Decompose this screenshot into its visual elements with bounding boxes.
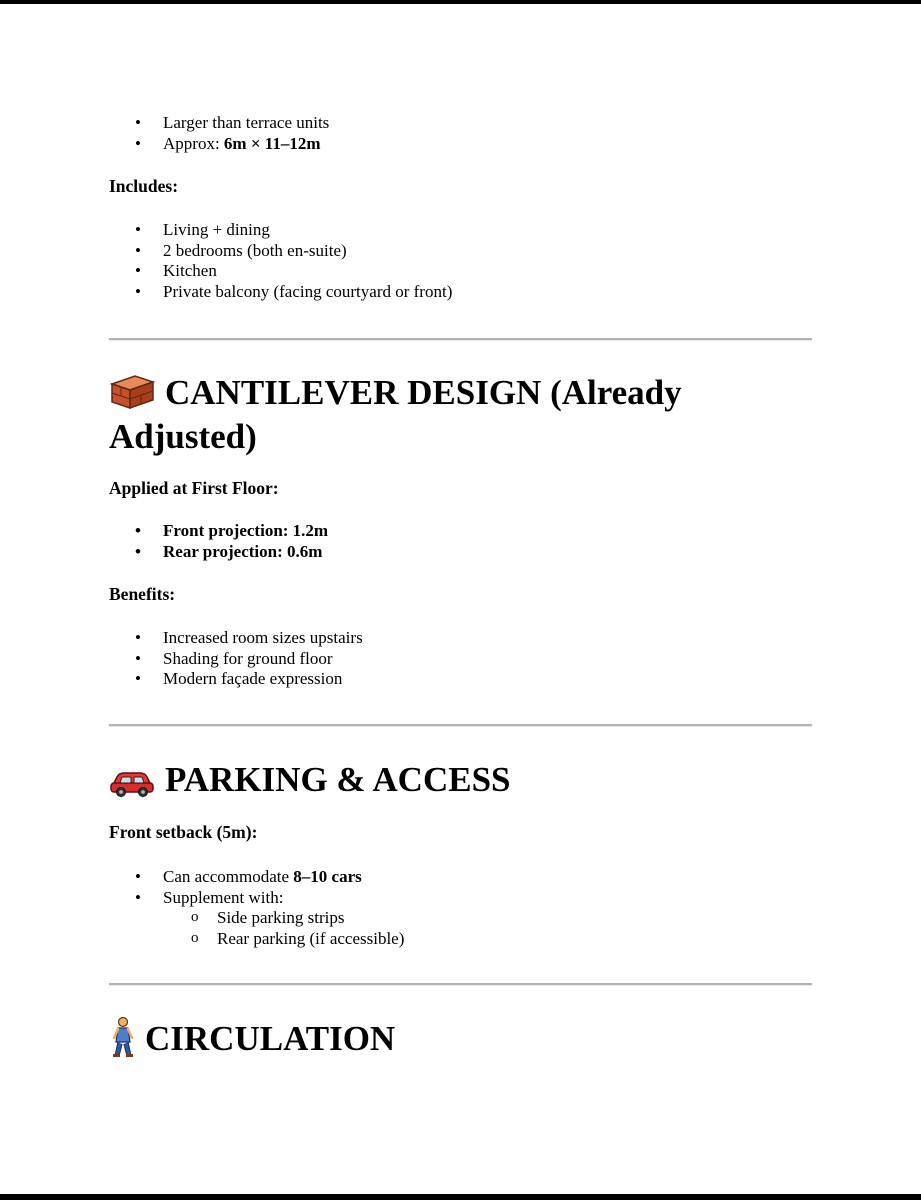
brick-icon [109,372,155,410]
list-item [109,888,404,950]
applied-label: Applied at First Floor: [109,478,279,498]
list-item: • Increased room sizes upstairs [109,628,363,649]
includes-label: Includes: [109,176,179,196]
person-walking-icon [109,1016,137,1058]
list-item: • Kitchen [109,261,452,282]
parking-heading [109,758,809,802]
setback-label: Front setback (5m): [109,822,258,842]
list-item: • 2 bedrooms (both en-suite) [109,241,452,262]
list-item: • Modern façade expression [109,669,363,690]
unit-size-list [109,113,329,154]
circulation-title: CIRCULATION [145,1019,396,1058]
list-item-text: Supplement with: [163,887,284,907]
cantilever-title: CANTILEVER DESIGN (Already Adjusted) [109,373,682,456]
page-bottom-border [0,1194,921,1200]
list-item: • Shading for ground floor [109,649,363,670]
list-item: • Front projection: 1.2m [109,521,328,542]
section-divider [109,338,812,341]
car-icon [109,767,155,797]
list-item-text: Approx: [163,133,224,153]
list-item [109,134,329,155]
list-item [109,113,329,134]
circulation-heading [109,1016,809,1061]
benefits-list [109,628,363,690]
list-item: • Rear projection: 0.6m [109,542,328,563]
cantilever-heading [109,371,809,459]
list-item [109,867,404,888]
applied-list [109,521,328,562]
benefits-label: Benefits: [109,584,176,604]
parking-title: PARKING & ACCESS [165,760,511,799]
section-divider [109,724,812,727]
list-item: • Living + dining [109,220,452,241]
section-divider [109,983,812,986]
sub-list-item: o Side parking strips [163,908,404,929]
parking-list [109,867,404,950]
parking-sub-list [163,908,404,949]
list-item-text: Larger than terrace units [163,113,330,132]
list-item: • Private balcony (facing courtyard or front) [109,282,452,303]
sub-list-item: o Rear parking (if accessible) [163,929,404,950]
includes-list [109,220,452,303]
page-top-border [0,0,921,4]
list-item-bold-text: 8–10 cars [293,867,362,886]
list-item-text: Can accommodate [163,867,294,886]
list-item-bold-text: 6m × 11–12m [223,133,321,153]
